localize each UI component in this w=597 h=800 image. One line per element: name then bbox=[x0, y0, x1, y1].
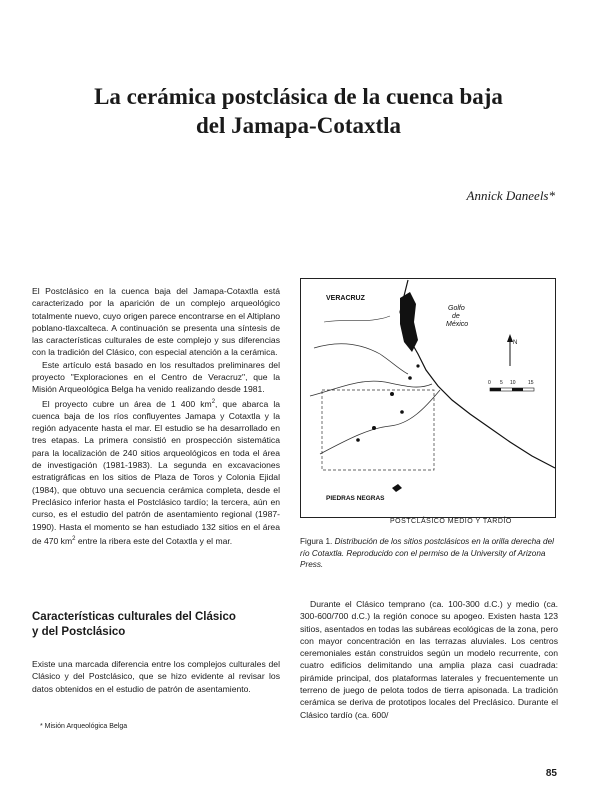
coastline bbox=[400, 280, 555, 468]
figure-caption-text: Distribución de los sitios postclásicos en la orilla derecha del río Cotaxtla. Reproducido con el permiso de la University of Arizona Press. bbox=[300, 537, 554, 569]
paragraph-intro: El Postclásico en la cuenca baja del Jamapa-Cotaxtla está caracterizado por la aparición de un complejo arqueológico totalmente nuevo, cuyo origen parece encontrarse en el Altiplano poblano-tlaxcalteca. A continuación se presenta una síntesis de las características culturales de este complejo y sus diferencias con la tradición del Clásico, con especial atención a la cerámica. bbox=[32, 286, 280, 358]
map-label-golfo-1: Golfo bbox=[448, 305, 465, 312]
map-label-golfo-3: México bbox=[446, 321, 469, 328]
paragraph-project: Este artículo está basado en los resultados preliminares del proyecto "Exploraciones en el Centro de Veracruz", que la Misión Arqueológica Belga ha venido realizando desde 1981. bbox=[32, 359, 280, 395]
page-number: 85 bbox=[545, 768, 557, 779]
north-label: N bbox=[513, 340, 518, 346]
scale-label-5: 5 bbox=[500, 380, 503, 386]
river-jamapa bbox=[310, 381, 432, 396]
paragraph-difference: Existe una marcada diferencia entre los complejos culturales del Clásico y del Postclásico, que se hizo evidente al revisar los datos obtenidos en el estudio de patrón de asentamiento. bbox=[32, 659, 280, 694]
river-north bbox=[324, 316, 390, 322]
site-marker bbox=[372, 426, 376, 430]
title-line-2: del Jamapa-Cotaxtla bbox=[195, 113, 402, 138]
figure-label: Figura 1. bbox=[300, 537, 333, 546]
section-heading bbox=[32, 610, 282, 640]
scale-bar-segment bbox=[512, 388, 523, 391]
paragraph-area-part2: , que abarca la cuenca baja de los ríos confluyentes Jamapa y Cotaxtla y la región adyacente hasta el mar. El estudio se ha desarrollado en tres etapas. La primera consistió en prospección sistemática para la localización de 240 sitios arqueológicos en toda el área de investigación (1981-1983). La segunda en excavaciones estratigráficas en los sitios de Plaza de Toros y Colonia Ejidal (1984), que obtuvo una secuencia cerámica completa, desde el Preclásico inferior hasta el Postclásico tardío; la tercera, aún en curso, es el estudio del patrón de asentamiento regional (1987-1990). Hasta el momento se han estudiado 132 sitios en el área de 470 km bbox=[32, 398, 281, 546]
superscript-2b: 2 bbox=[72, 535, 76, 542]
article-title bbox=[40, 82, 557, 140]
site-marker bbox=[400, 410, 404, 414]
site-marker bbox=[356, 438, 360, 442]
map-frame bbox=[301, 279, 556, 518]
map-label-veracruz: VERACRUZ bbox=[326, 295, 365, 302]
dense-settlement-area bbox=[400, 292, 418, 352]
site-marker bbox=[416, 364, 419, 367]
site-piedras-negras bbox=[392, 484, 402, 492]
author: Annick Daneels* bbox=[466, 188, 555, 203]
paragraph-area-part3: entre la ribera este del Cotaxtla y el mar. bbox=[75, 535, 233, 546]
superscript-2a: 2 bbox=[211, 398, 216, 405]
site-marker bbox=[408, 376, 412, 380]
study-area-boundary bbox=[322, 390, 434, 470]
scale-label-15: 15 bbox=[528, 380, 534, 386]
paragraph-classic: Durante el Clásico temprano (ca. 100-300 d.C.) y medio (ca. 300-600/700 d.C.) la región conoce su apogeo. Existen hasta 123 sitios, asentados en todas las subáreas ecológicas de la zona, pero con mayor concentración en las terrazas aluviales. Los centros ceremoniales están construidos según un modelo recurrente, con cuatro edificios delimitando una amplia plaza casi cuadrada: pirámide principal, dos plataformas laterales y frecuentemente un terreno de juego de pelota todos de tierra apisonada. La tradición cerámica se deriva de prototipos locales del Preclásico. Durante el Clásico tardío (ca. 600/ bbox=[300, 599, 558, 720]
title-line-1: La cerámica postclásica de la cuenca baja bbox=[94, 84, 503, 109]
scale-label-0: 0 bbox=[488, 380, 491, 386]
map-label-golfo-2: de bbox=[452, 313, 460, 320]
figure-caption bbox=[300, 536, 558, 571]
scale-bar-segment bbox=[490, 388, 501, 391]
footnote: * Misión Arqueológica Belga bbox=[40, 723, 128, 730]
paragraph-area bbox=[32, 396, 280, 547]
site-map bbox=[300, 278, 556, 524]
map-title: POSTCLÁSICO MEDIO Y TARDÍO bbox=[390, 518, 512, 525]
scale-label-10: 10 bbox=[510, 380, 516, 386]
left-column bbox=[32, 285, 280, 547]
river-tributary bbox=[314, 344, 408, 374]
paragraph-area-part1: El proyecto cubre un área de 1 400 km bbox=[42, 398, 212, 409]
section-body bbox=[32, 658, 280, 695]
section-heading-line-1: Características culturales del Clásico bbox=[32, 611, 236, 623]
river-cotaxtla bbox=[320, 390, 440, 454]
section-heading-line-2: y del Postclásico bbox=[32, 626, 126, 638]
site-marker bbox=[390, 392, 394, 396]
map-label-piedras-negras: PIEDRAS NEGRAS bbox=[326, 495, 385, 502]
right-column bbox=[300, 598, 558, 721]
